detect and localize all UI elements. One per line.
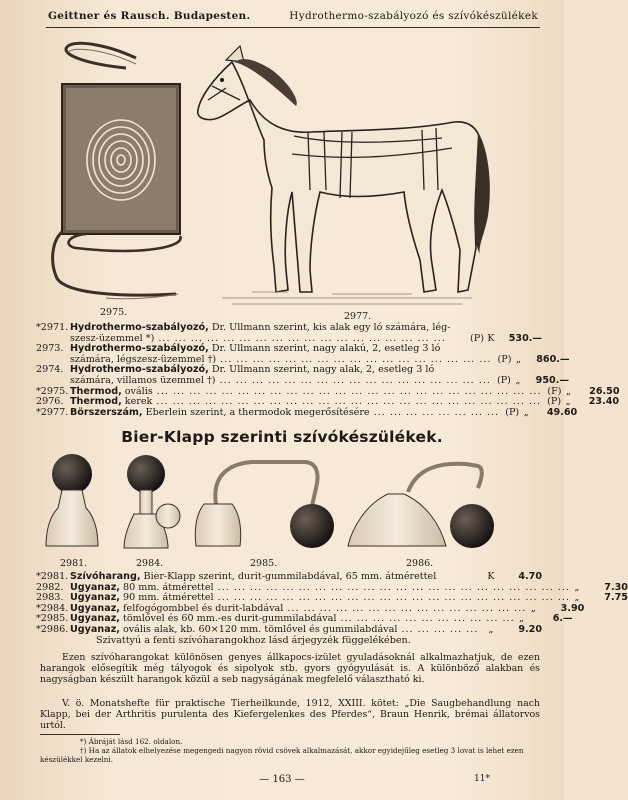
item-price: 9.20 (518, 623, 542, 635)
price-list-hydrothermo (36, 322, 620, 418)
item-price: 49.60 (546, 406, 578, 418)
item-name: Hydrothermo-szabályozó, (70, 364, 209, 376)
item-name: Ugyanaz, (70, 602, 120, 614)
item-description: 90 mm. átmérettel (119, 592, 214, 604)
figure-caption-2986: 2986. (406, 558, 434, 569)
item-currency: „ (488, 623, 494, 635)
reference-paragraph: V. ö. Monatshefte für praktische Tierheilkunde, 1912, XXIII. kötet: „Die Saugbehandlung nach Klapp, bei der Arthritis purulenta des Kiefergelenkes des Pferdes“, Braun Henrik, brémai állatorvos urtól. (40, 698, 540, 732)
item-price: 3.90 (560, 602, 585, 614)
item-currency: „ (519, 613, 525, 625)
item-name: Börszerszám, (70, 406, 143, 418)
item-description-cont: számára, villamos üzemmel †) (70, 374, 216, 386)
item-number: *2981. (36, 571, 69, 582)
item-code: (P) (547, 396, 562, 408)
price-list-suction-bells (36, 571, 628, 646)
item-description: Dr. Ullmann szerint, kis alak egy ló számára, lég- (208, 322, 451, 333)
item-description: ovális (121, 385, 153, 397)
item-description: Dr. Ullmann szerint, nagy alak, 2, esetleg 3 ló (208, 364, 435, 376)
figure-caption-2975: 2975. (100, 307, 128, 318)
item-currency: K (487, 332, 495, 344)
pump-note: Szivattyú a fenti szívóharangokhoz lásd árjegyzék függelékében. (96, 634, 411, 646)
item-number: *2985. (36, 613, 69, 625)
header-publisher: Geittner és Rausch. Budapesten. (48, 10, 251, 22)
list-item: *2971. Hydrothermo-szabályozó, Dr. Ullmann szerint, kis alak egy ló számára, lég- szesz-üzemmel *) ... ... ... ... ... ... ... ... ... ... ... ... ... ... ... ... ... ... (P) K 530.— (36, 322, 542, 344)
page-number: — 163 — (259, 774, 305, 785)
item-name: Ugyanaz, (70, 581, 120, 593)
list-item: *2985. Ugyanaz, tömlővel és 60 mm.-es durit-gummilabdával ... ... ... ... ... ... ... ... ... ... ... „ 6.— (36, 613, 573, 625)
item-number: *2977. (36, 406, 69, 418)
item-number: 2983. (36, 592, 64, 604)
item-currency: „ (574, 581, 580, 593)
item-price: 4.70 (518, 571, 542, 582)
description-paragraph: Ezen szívóharangokat különösen genyes állkapocs-izület gyuladásoknál alkalmazhatjuk, de ezen harangok elősegítik még tályogok és sipolyok stb. gyors gyógyulását is. A különböző alakban és nagyságban készült harangok közül a seb nagyságának megfelelő választható ki. (40, 652, 540, 686)
item-description: felfogógombbel és durit-labdával (119, 602, 284, 614)
header-topic: Hydrothermo-szabályozó és szívókészülékek (289, 10, 538, 22)
item-description: Bier-Klapp szerint, durit-gummilabdával, 65 mm. átmérettel (140, 571, 437, 582)
item-name: Ugyanaz, (70, 613, 120, 625)
item-currency: „ (566, 385, 571, 397)
item-price: 7.75 (604, 592, 628, 604)
item-number: 2982. (36, 581, 64, 593)
item-description-cont: számára, légszesz-üzemmel †) (70, 353, 217, 365)
list-item: 2982. Ugyanaz, 80 mm. átmérettel ... ... ... ... ... ... ... ... ... ... ... ... ... ... ... ... ... ... ... ... ... ... „ 7.30 (36, 581, 628, 593)
item-name: Thermod, (70, 396, 122, 408)
figure-caption-2981: 2981. (60, 558, 88, 569)
horse-illustration (192, 40, 502, 310)
item-name: Ugyanaz, (70, 592, 120, 604)
list-item: 2983. Ugyanaz, 90 mm. átmérettel ... ... ... ... ... ... ... ... ... ... ... ... ... ... ... ... ... ... ... ... ... ... „ 7.75 (36, 592, 628, 604)
figure-caption-2985: 2985. (250, 558, 278, 569)
rubber-ball-icon (52, 454, 92, 494)
item-number: *2971. (36, 322, 69, 333)
item-price: 860.— (536, 353, 570, 365)
item-name: Ugyanaz, (70, 623, 120, 635)
list-item: *2975. Thermod, ovális ... ... ... ... ... ... ... ... ... ... ... ... ... ... ... ... ... ... ... ... ... ... ... ... (F) „ 26.50 (36, 385, 620, 397)
item-number: *2975. (36, 385, 69, 397)
list-item: 2973. Hydrothermo-szabályozó, Dr. Ullmann szerint, nagy alakú, 2, esetleg 3 ló számára, légszesz-üzemmel †) ... ... ... ... ... ... ... ... ... ... ... ... ... ... ... ... ... (P) „ 860.— (36, 343, 570, 365)
item-description-cont: szesz-üzemmel *) (70, 332, 155, 344)
thermod-pad-illustration (46, 36, 196, 306)
item-currency: „ (516, 353, 521, 365)
list-item: *2984. Ugyanaz, felfogógombbel és durit-labdával ... ... ... ... ... ... ... ... ... ... ... ... ... ... ... „ 3.90 (36, 602, 585, 614)
footnote-1: *) Ábráját lásd 162. oldalon. (80, 737, 183, 746)
item-name: Thermod, (70, 385, 122, 397)
item-number: 2974. (36, 364, 64, 376)
item-number: *2986. (36, 623, 69, 635)
item-code: (P) (470, 332, 484, 344)
item-price: 6.— (552, 613, 573, 625)
signature-mark: 11* (474, 774, 490, 784)
running-header (48, 10, 538, 26)
item-description: ovális alak, kb. 60×120 mm. tömlővel és gummilabdával (119, 623, 398, 635)
item-number: 2976. (36, 396, 64, 408)
figure-caption-2977: 2977. (344, 311, 372, 322)
item-price: 26.50 (589, 385, 620, 397)
list-item: *2977. Börszerszám, Eberlein szerint, a thermodok megerősítésére ... ... ... ... ... ... ... ... (P) „ 49.60 (36, 406, 578, 418)
item-code: (F) (547, 385, 562, 397)
item-currency: „ (523, 406, 529, 418)
item-name: Hydrothermo-szabályozó, (70, 322, 209, 333)
footnote-rule (40, 734, 120, 735)
list-item: *2986. Ugyanaz, ovális alak, kb. 60×120 mm. tömlővel és gummilabdával ... ... ... ... ... „ 9.20 (36, 623, 542, 635)
item-description: tömlővel és 60 mm.-es durit-gummilabdával (119, 613, 337, 625)
item-description: 80 mm. átmérettel (119, 581, 214, 593)
item-code: (P) (497, 353, 512, 365)
item-currency: „ (530, 602, 536, 614)
item-price: 950.— (535, 374, 569, 386)
item-description: kerek (121, 396, 153, 408)
item-currency: „ (515, 374, 521, 386)
item-currency: „ (574, 592, 580, 604)
header-rule (46, 27, 540, 28)
item-name: Hydrothermo-szabályozó, (70, 343, 209, 355)
item-price: 530.— (508, 332, 542, 344)
item-price: 7.30 (604, 581, 628, 593)
list-item: 2976. Thermod, kerek ... ... ... ... ... ... ... ... ... ... ... ... ... ... ... ... ... ... ... ... ... ... ... ... (P) „ 23.40 (36, 396, 620, 408)
item-name: Szívóharang, (70, 571, 141, 582)
section-title: Bier-Klapp szerinti szívókészülékek. (121, 428, 443, 446)
item-description: Eberlein szerint, a thermodok megerősítésére (142, 406, 370, 418)
item-number: 2973. (36, 343, 64, 355)
footnote-2: †) Ha az állatok elhelyezése megengedi nagyon rövid csövek alkalmazását, akkor egyidejűleg esetleg 3 lovat is lehet ezen készülékkel kezelni. (40, 746, 524, 764)
item-currency: K (487, 571, 495, 582)
suction-bells-illustration (36, 448, 506, 558)
item-description: Dr. Ullmann szerint, nagy alakú, 2, esetleg 3 ló (208, 343, 441, 355)
item-number: *2984. (36, 602, 69, 614)
item-currency: „ (565, 396, 571, 408)
item-code: (P) (505, 406, 520, 418)
figure-caption-2984: 2984. (136, 558, 164, 569)
list-item: 2974. Hydrothermo-szabályozó, Dr. Ullmann szerint, nagy alak, 2, esetleg 3 ló számára, villamos üzemmel †) ... ... ... ... ... ... ... ... ... ... ... ... ... ... ... ... ... (P) „ 950.— (36, 364, 569, 386)
item-code: (P) (496, 374, 511, 386)
item-price: 23.40 (588, 396, 620, 408)
